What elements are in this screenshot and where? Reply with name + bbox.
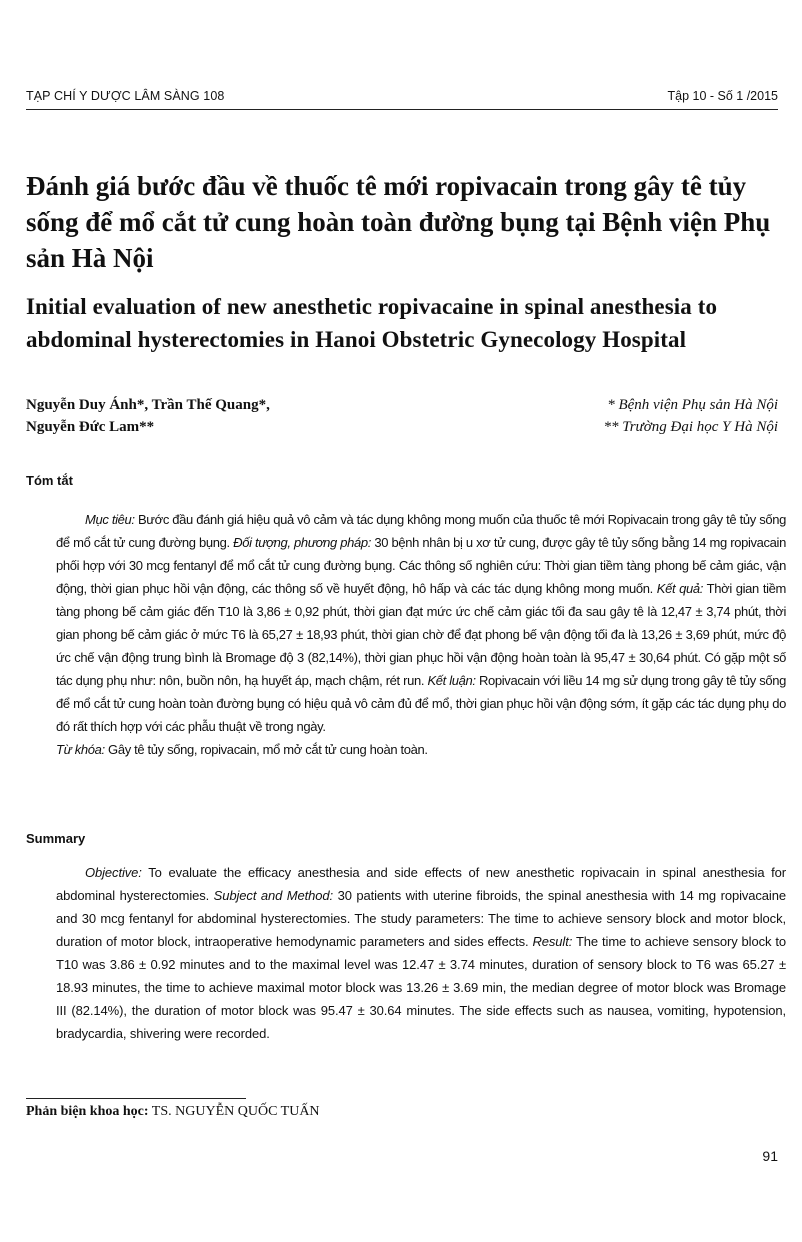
result-label-en: Result: <box>532 934 573 949</box>
result-label: Kết quả: <box>656 581 704 596</box>
objective-label-en: Objective: <box>85 865 142 880</box>
author-list <box>26 394 270 438</box>
abstract-vi-heading: Tóm tắt <box>26 473 73 488</box>
reviewer-note <box>26 1104 320 1120</box>
journal-name: TẠP CHÍ Y DƯỢC LÂM SÀNG 108 <box>26 89 225 103</box>
author-line-1: Nguyễn Duy Ánh*, Trần Thế Quang*, <box>26 397 270 413</box>
reviewer-name: TS. NGUYỄN QUỐC TUẤN <box>148 1104 320 1119</box>
title-vietnamese: Đánh giá bước đầu về thuốc tê mới ropivacain trong gây tê tủy sống để mổ cắt tử cung hoàn toàn đường bụng tại Bệnh viện Phụ sản Hà Nội <box>26 171 771 273</box>
keywords-text: Gây tê tủy sống, ropivacain, mổ mở cắt tử cung hoàn toàn. <box>104 742 428 757</box>
affiliation-2: ** Trường Đại học Y Hà Nội <box>603 419 778 435</box>
keywords-label: Từ khóa: <box>56 742 105 757</box>
method-label-en: Subject and Method: <box>213 888 334 903</box>
issue-number: Tập 10 - Số 1 /2015 <box>667 89 778 103</box>
page-number: 91 <box>762 1148 778 1164</box>
method-text-en: 30 patients with uterine fibroids, the spinal anesthesia with 14 mg ropivacaine and 30 mcg fentanyl for abdominal hysterectomies. The study parameters: The time to achieve sensory block and motor block, duration of motor block, intraoperative hemodynamic parameters and sides effects. <box>56 888 786 949</box>
objective-text-en: To evaluate the efficacy anesthesia and side effects of new anesthetic ropivacain in spinal anesthesia for abdominal hysterectomies. <box>56 865 786 903</box>
abstract-vietnamese <box>56 508 786 761</box>
header-divider <box>26 109 778 110</box>
method-label: Đối tượng, phương pháp: <box>233 535 372 550</box>
abstract-english <box>56 861 786 1045</box>
result-text: Thời gian tiềm tàng phong bế cảm giác đến T10 là 3,86 ± 0,92 phút, thời gian đạt mức ức chế cảm giác tối đa sau gây tê là 12,47 ± 3,74 phút, thời gian phong bế cảm giác ở mức T6 là 65,27 ± 18,93 phút, thời gian chờ để đạt phong bế vận động tối đa là 13,26 ± 3,69 phút, mức độ ức chế vận động trung bình là Bromage độ 3 (82,14%), thời gian phục hồi vận động hoàn toàn là 95,47 ± 30,64 phút. Có gặp một số tác dụng phụ như: nôn, buồn nôn, hạ huyết áp, mạch chậm, rét run. <box>56 581 786 688</box>
objective-label: Mục tiêu: <box>85 512 135 527</box>
conclusion-label: Kết luận: <box>427 673 476 688</box>
abstract-en-body <box>56 861 786 1045</box>
abstract-en-heading: Summary <box>26 831 86 846</box>
affiliation-list <box>603 394 778 438</box>
affiliation-1: * Bệnh viện Phụ sản Hà Nội <box>607 397 778 413</box>
abstract-vi-body <box>56 508 786 738</box>
reviewer-label: Phản biện khoa học: <box>26 1104 149 1119</box>
footnote-divider <box>26 1098 246 1099</box>
conclusion-text: Ropivacain với liều 14 mg sử dụng trong gây tê tủy sống để mổ cắt tử cung hoàn toàn đường bụng có hiệu quả vô cảm đủ để mổ, thời gian phục hồi vận động sớm, ít gặp các tác dụng phụ do đó rất thích hợp với các phẫu thuật về trong ngày. <box>56 673 787 734</box>
result-text-en: The time to achieve sensory block to T10 was 3.86 ± 0.92 minutes and to the maximal level was 12.47 ± 3.74 minutes, duration of sensory block to T6 was 65.27 ± 18.93 minutes, the time to achieve maximal motor block was 13.26 ± 3.69 min, the median degree of motor block was Bromage III (82.14%), the duration of motor block was 95.47 ± 30.64 minutes. The side effects such as nausea, vomiting, hypotension, bradycardia, shivering were recorded. <box>56 934 786 1041</box>
keywords-line <box>56 738 786 761</box>
author-line-2: Nguyễn Đức Lam** <box>26 419 155 435</box>
method-text: 30 bệnh nhân bị u xơ tử cung, được gây tê tủy sống bằng 14 mg ropivacain phối hợp với 30 mcg fentanyl để mổ cắt tử cung đường bụng. Các thông số nghiên cứu: Thời gian tiềm tàng phong bế cảm giác, vận động, thời gian phục hồi vận động, các thông số về huyết động, hô hấp và các tác dụng không mong muốn. <box>56 535 786 596</box>
title-english: Initial evaluation of new anesthetic ropivacaine in spinal anesthesia to abdominal hysterectomies in Hanoi Obstetric Gynecology Hospital <box>26 294 718 352</box>
objective-text: Bước đầu đánh giá hiệu quả vô cảm và tác dụng không mong muốn của thuốc tê mới Ropivacain trong gây tê tủy sống để mổ cắt tử cung đường bụng. <box>56 512 786 550</box>
